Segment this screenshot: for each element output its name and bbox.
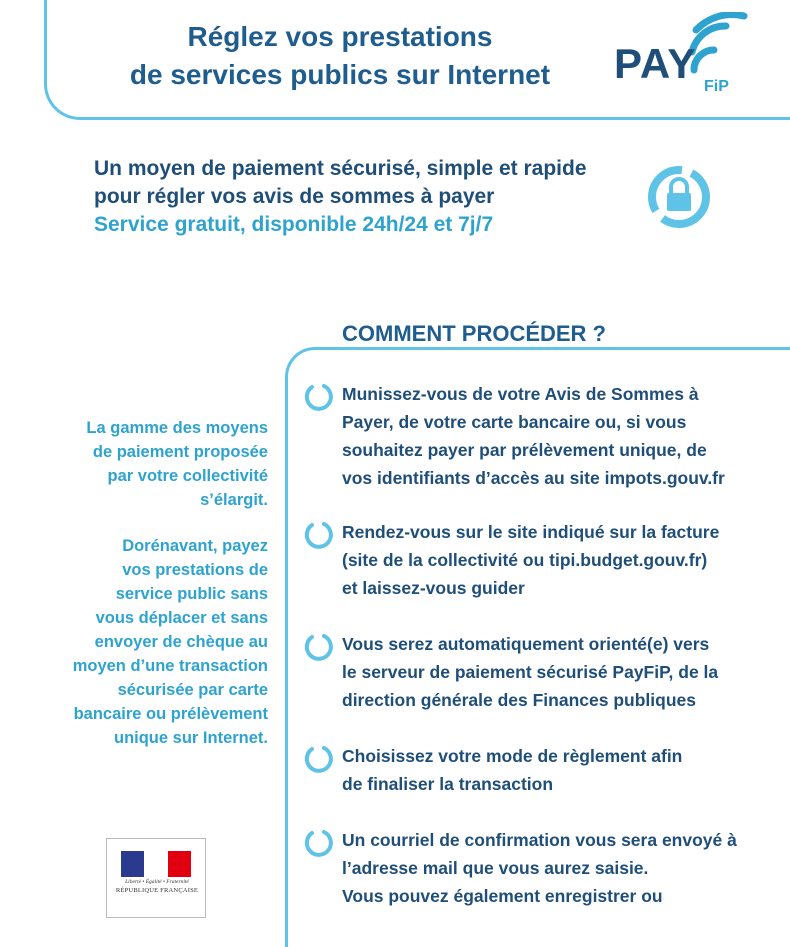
step-line: vos identifiants d’accès au site impots.gouv.fr [342, 468, 725, 488]
step-line: (site de la collectivité ou tipi.budget.gouv.fr) [342, 550, 708, 570]
left-line: s’élargit. [200, 491, 268, 509]
left-line: moyen d’une transaction [72, 657, 268, 675]
step-line: de finaliser la transaction [342, 774, 554, 794]
intro-line-3: Service gratuit, disponible 24h/24 et 7j/7 [94, 213, 494, 236]
step-line: Vous pouvez également enregistrer ou [342, 886, 663, 906]
left-para-2 [73, 534, 268, 750]
marianne-logo [106, 838, 206, 918]
step-line: et laissez-vous guider [342, 578, 525, 598]
step-3-text [342, 630, 718, 714]
left-column [73, 416, 268, 750]
left-para-1 [73, 416, 268, 512]
left-line: La gamme des moyens [86, 419, 268, 437]
left-line: service public sans [115, 585, 268, 603]
circle-arrow-icon [304, 828, 334, 858]
step-line: Un courriel de confirmation vous sera envoyé à [342, 830, 737, 850]
step-2-text [342, 518, 719, 602]
step-line: souhaitez payer par prélèvement unique, de [342, 440, 707, 460]
circle-arrow-icon [304, 632, 334, 662]
step-line: Rendez-vous sur le site indiqué sur la facture [342, 522, 720, 542]
left-line: Dorénavant, payez [122, 537, 268, 555]
circle-arrow-icon [304, 744, 334, 774]
left-line: par votre collectivité [107, 467, 268, 485]
step-line: le serveur de paiement sécurisé PayFiP, de la [342, 662, 719, 682]
french-flag-icon [121, 851, 191, 877]
logo-fip-text: FiP [704, 78, 729, 95]
intro [94, 155, 587, 239]
step-line: Choisissez votre mode de règlement afin [342, 746, 683, 766]
step-4-text [342, 742, 682, 798]
padlock-icon [645, 163, 713, 231]
left-line: vous déplacer et sans [95, 609, 268, 627]
left-line: sécurisée par carte [117, 681, 268, 699]
rf-name: RÉPUBLIQUE FRANÇAISE [115, 887, 199, 894]
title-line-2: de services publics sur Internet [129, 59, 551, 90]
step-line: direction générale des Finances publiques [342, 690, 696, 710]
steps-heading: COMMENT PROCÉDER ? [342, 321, 606, 346]
left-line: bancaire ou prélèvement [73, 705, 268, 723]
circle-arrow-icon [304, 382, 334, 412]
payfip-logo [612, 12, 752, 102]
rf-motto: Liberté • Égalité • Fraternité [125, 879, 189, 885]
left-line: de paiement proposée [92, 443, 268, 461]
logo-pay-text: PAY [614, 40, 697, 87]
intro-line-1: Un moyen de paiement sécurisé, simple et rapide [94, 157, 587, 180]
step-5-text [342, 826, 737, 910]
step-1-text [342, 380, 725, 492]
left-line: unique sur Internet. [113, 729, 268, 747]
step-line: Munissez-vous de votre Avis de Sommes à [342, 384, 699, 404]
step-line: l’adresse mail que vous aurez saisie. [342, 858, 649, 878]
circle-arrow-icon [304, 520, 334, 550]
left-line: vos prestations de [122, 561, 268, 579]
left-line: envoyer de chèque au [94, 633, 268, 651]
page-title [90, 18, 590, 94]
title-line-1: Réglez vos prestations [187, 21, 493, 52]
intro-line-2: pour régler vos avis de sommes à payer [94, 185, 495, 208]
step-line: Payer, de votre carte bancaire ou, si vous [342, 412, 687, 432]
step-line: Vous serez automatiquement orienté(e) vers [342, 634, 710, 654]
